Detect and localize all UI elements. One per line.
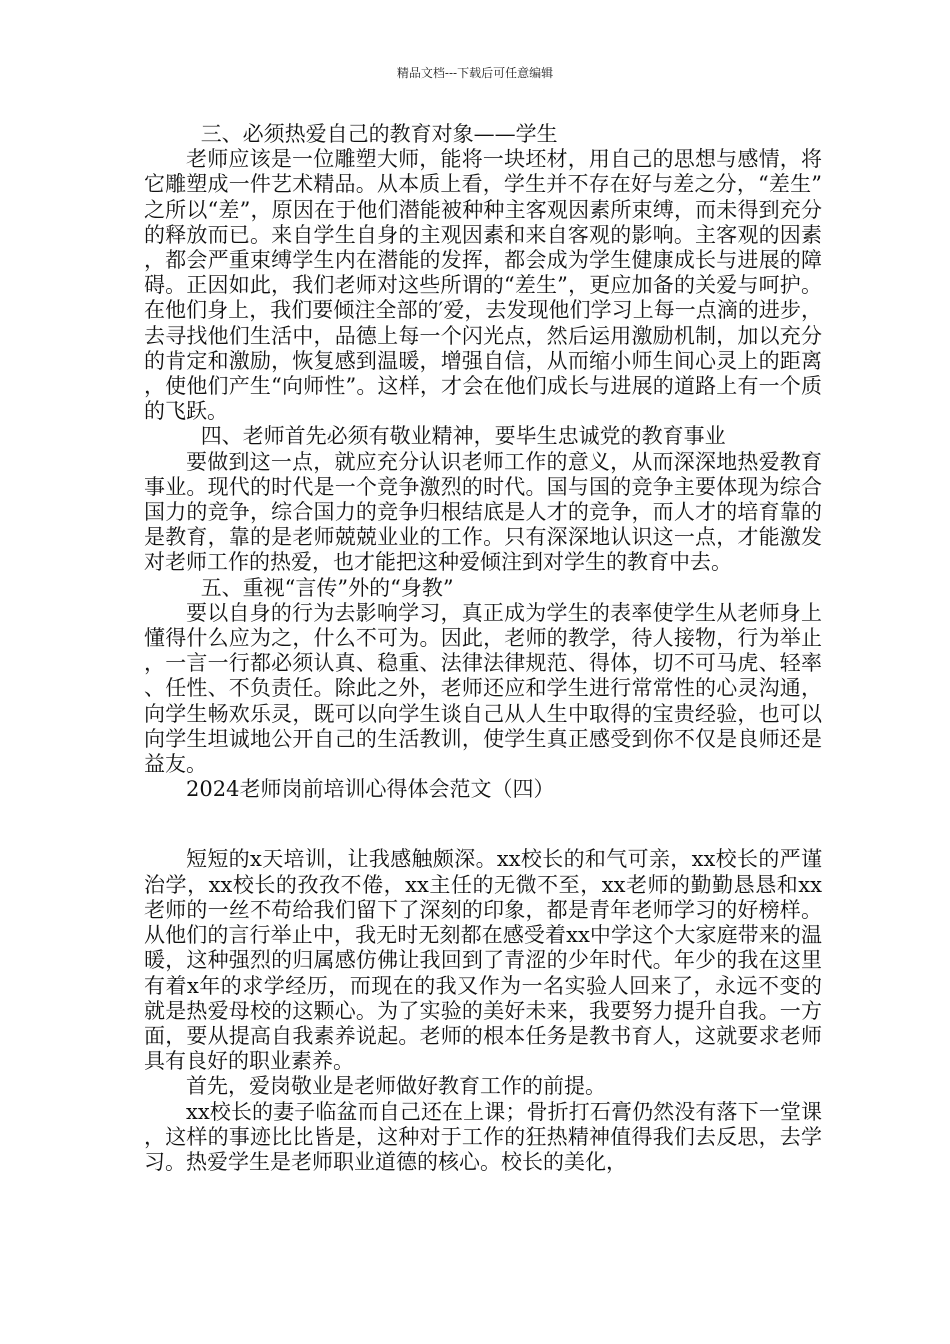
section-4-paragraph: 要做到这一点，就应充分认识老师工作的意义，从而深深地热爱教育事业。现代的时代是一个竞争激烈的时代。国与国的竞争主要体现为综合国力的竞争，综合国力的竞争归根结底是人才的竞争，而人才的培育靠的是教育，靠的是老师兢兢业业的工作。只有深深地认识这一点，才能激发对老师工作的热爱，也才能把这种爱倾注到对学生的教育中去。 — [144, 449, 822, 575]
spacer — [144, 802, 822, 847]
section-3-heading: 三、必须热爱自己的教育对象——学生 — [200, 122, 558, 146]
article-paragraph-2: 首先，爱岗敬业是老师做好教育工作的前提。 — [186, 1074, 606, 1099]
article-title: 2024老师岗前培训心得体会范文（四） — [186, 777, 555, 802]
section-4-heading: 四、老师首先必须有敬业精神，要毕生忠诚党的教育事业 — [200, 424, 726, 449]
page-header: 精品文档---下载后可任意编辑 — [396, 66, 554, 80]
section-5-heading: 五、重视“言传”外的“身教” — [200, 575, 454, 600]
article-paragraph-1: 短短的x天培训，让我感触颇深。xx校长的和气可亲，xx校长的严谨治学，xx校长的孜孜不倦，xx主任的无微不至，xx老师的勤勤恳恳和xx老师的一丝不苟给我们留下了深刻的印象，都是青年老师学习的好榜样。从他们的言行举止中，我无时无刻都在感受着xx中学这个大家庭带来的温暖，这种强烈的归属感仿佛让我回到了青涩的少年时代。年少的我在这里有着x年的求学经历，而现在的我又作为一名实验人回来了，永远不变的就是热爱母校的这颗心。为了实验的美好未来，我要努力提升自我。一方面，要从提高自我素养说起。老师的根本任务是教书育人，这就要求老师具有良好的职业素养。 — [144, 847, 822, 1074]
document-body — [144, 122, 822, 1175]
article-paragraph-3: xx校长的妻子临盆而自己还在上课；骨折打石膏仍然没有落下一堂课，这样的事迹比比皆是，这种对于工作的狂热精神值得我们去反思，去学习。热爱学生是老师职业道德的核心。校长的美化， — [144, 1099, 822, 1174]
section-3-paragraph: 老师应该是一位雕塑大师，能将一块坯材，用自己的思想与感情，将它雕塑成一件艺术精品。从本质上看，学生并不存在好与差之分，“差生”之所以“差”，原因在于他们潜能被种种主客观因素所束缚，而未得到充分的释放而已。来自学生自身的主观因素和来自客观的影响。主客观的因素，都会严重束缚学生内在潜能的发挥，都会成为学生健康成长与进展的障碍。正因如此，我们老师对这些所谓的“差生”，更应加备的关爱与呵护。在他们身上，我们要倾注全部的′爱，去发现他们学习上每一点滴的进步，去寻找他们生活中，品德上每一个闪光点，然后运用激励机制，加以充分的肯定和激励，恢复感到温暖，增强自信，从而缩小师生间心灵上的距离，使他们产生“向师性”。这样，才会在他们成长与进展的道路上有一个质的飞跃。 — [144, 147, 822, 424]
section-5-paragraph: 要以自身的行为去影响学习，真正成为学生的表率使学生从老师身上懂得什么应为之，什么不可为。因此，老师的教学，待人接物，行为举止，一言一行都必须认真、稳重、法律法律规范、得体，切不可马虎、轻率、任性、不负责任。除此之外，老师还应和学生进行常常性的心灵沟通，向学生畅欢乐灵，既可以向学生谈自己从人生中取得的宝贵经验，也可以向学生坦诚地公开自己的生活教训，使学生真正感受到你不仅是良师还是益友。 — [144, 600, 822, 777]
